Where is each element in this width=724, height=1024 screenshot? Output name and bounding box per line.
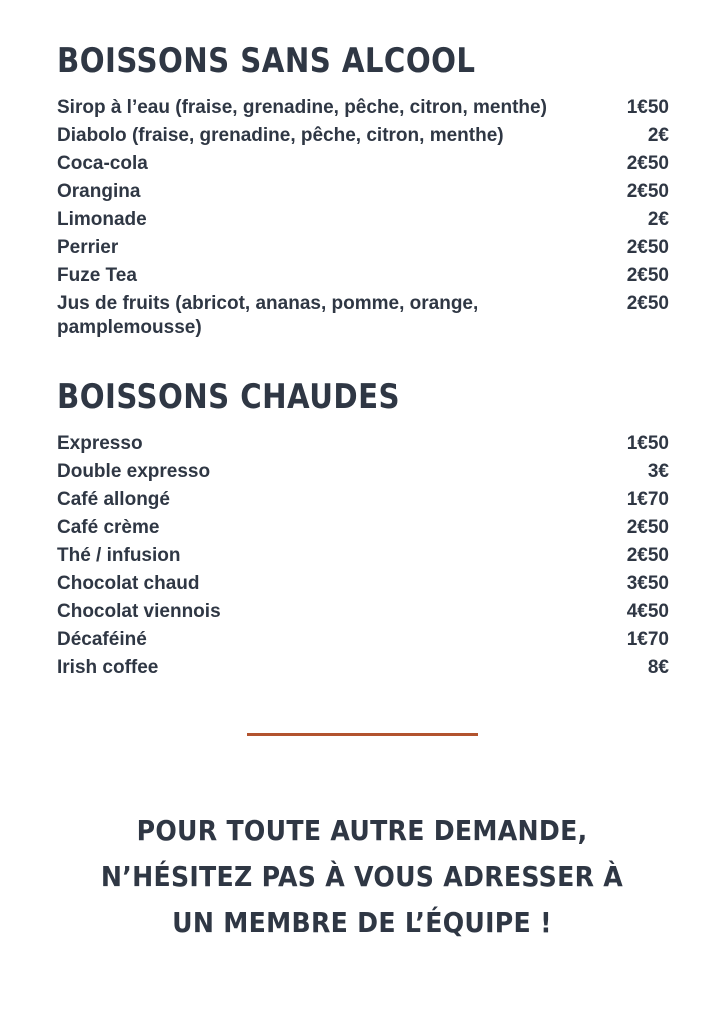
menu-item xyxy=(57,150,669,178)
item-name: Expresso xyxy=(57,433,143,454)
item-name: Décaféiné xyxy=(57,629,147,650)
menu-item xyxy=(57,206,669,234)
item-name: Café allongé xyxy=(57,489,170,510)
item-price: 3€50 xyxy=(626,573,669,594)
item-price: 2€50 xyxy=(626,265,669,286)
item-price: 1€70 xyxy=(626,489,669,510)
menu-item xyxy=(57,570,669,598)
item-price: 1€50 xyxy=(626,97,669,118)
menu-item xyxy=(57,122,669,150)
item-price: 2€50 xyxy=(626,153,669,174)
item-name: Perrier xyxy=(57,237,119,258)
menu-item xyxy=(57,542,669,570)
menu-item xyxy=(57,598,669,626)
section-title: BOISSONS SANS ALCOOL xyxy=(57,41,476,81)
item-name: Chocolat viennois xyxy=(57,601,221,622)
item-price: 4€50 xyxy=(626,601,669,622)
menu-item xyxy=(57,486,669,514)
item-price: 3€ xyxy=(647,461,669,482)
item-name: Chocolat chaud xyxy=(57,573,200,594)
divider-line xyxy=(247,733,478,736)
item-name: Orangina xyxy=(57,181,141,202)
item-name: Limonade xyxy=(57,209,147,230)
item-price: 2€ xyxy=(647,209,669,230)
section-boissons-sans-alcool xyxy=(57,40,669,340)
menu-list xyxy=(57,430,669,682)
menu-item xyxy=(57,514,669,542)
section-title: BOISSONS CHAUDES xyxy=(57,377,400,417)
item-name: Double expresso xyxy=(57,461,211,482)
menu-item xyxy=(57,94,669,122)
item-price: 2€50 xyxy=(626,545,669,566)
footer-note: POUR TOUTE AUTRE DEMANDE, N’HÉSITEZ PAS À VOUS ADRESSER À UN MEMBRE DE L’ÉQUIPE ! xyxy=(100,814,624,939)
menu-item xyxy=(57,626,669,654)
menu-item xyxy=(57,178,669,206)
menu-item xyxy=(57,458,669,486)
menu-list xyxy=(57,94,669,340)
item-name: Coca-cola xyxy=(57,153,148,174)
item-price: 2€50 xyxy=(626,237,669,258)
item-price: 2€50 xyxy=(626,517,669,538)
menu-item xyxy=(57,654,669,682)
item-name: Café crème xyxy=(57,517,160,538)
menu-item xyxy=(57,290,669,340)
menu-item xyxy=(57,430,669,458)
section-boissons-chaudes xyxy=(57,376,669,682)
item-name: Diabolo (fraise, grenadine, pêche, citron, menthe) xyxy=(57,125,504,146)
item-name: Sirop à l’eau (fraise, grenadine, pêche, citron, menthe) xyxy=(57,97,547,118)
item-name: Jus de fruits (abricot, ananas, pomme, orange, pamplemousse) xyxy=(57,293,479,338)
item-name: Fuze Tea xyxy=(57,265,137,286)
item-price: 2€50 xyxy=(626,293,669,314)
item-price: 1€70 xyxy=(626,629,669,650)
item-name: Thé / infusion xyxy=(57,545,181,566)
item-price: 2€ xyxy=(647,125,669,146)
item-price: 8€ xyxy=(647,657,669,678)
item-name: Irish coffee xyxy=(57,657,159,678)
item-price: 1€50 xyxy=(626,433,669,454)
menu-item xyxy=(57,262,669,290)
menu-item xyxy=(57,234,669,262)
item-price: 2€50 xyxy=(626,181,669,202)
